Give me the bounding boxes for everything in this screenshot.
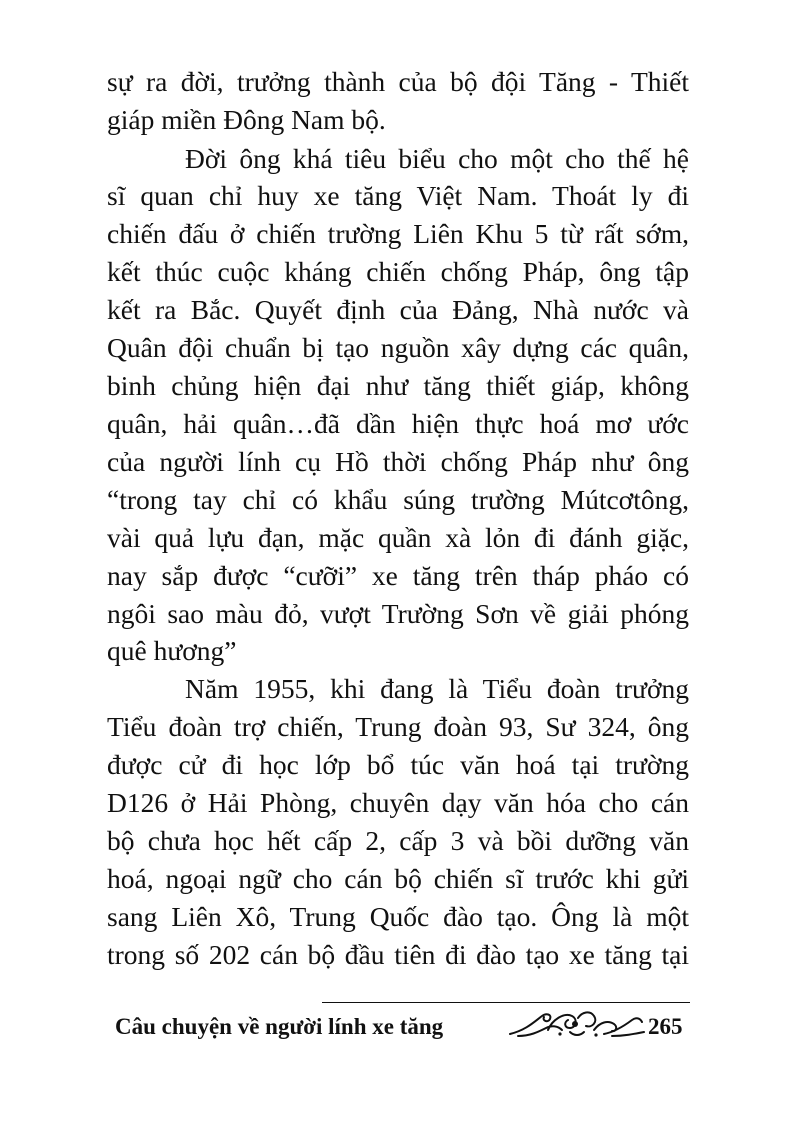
text-line: Tiểu đoàn trợ chiến, Trung đoàn 93, Sư 324, ông (107, 711, 689, 742)
text-line: chiến đấu ở chiến trường Liên Khu 5 từ rất sớm, (107, 218, 689, 249)
text-line: binh chủng hiện đại như tăng thiết giáp, không (107, 370, 689, 401)
text-line: “trong tay chỉ có khẩu súng trường Mútcơtông, (107, 484, 689, 515)
text-line: bộ chưa học hết cấp 2, cấp 3 và bồi dưỡng văn (107, 825, 689, 856)
text-line: sang Liên Xô, Trung Quốc đào tạo. Ông là một (107, 901, 689, 932)
text-line: Năm 1955, khi đang là Tiểu đoàn trưởng (185, 673, 689, 704)
text-line: kết ra Bắc. Quyết định của Đảng, Nhà nước và (107, 294, 689, 325)
flourish-ornament-icon (508, 1008, 648, 1042)
text-line: Đời ông khá tiêu biểu cho một cho thế hệ (185, 143, 689, 174)
text-line: quê hương” (107, 635, 237, 666)
text-line: sự ra đời, trưởng thành của bộ đội Tăng - Thiết (107, 66, 689, 97)
text-line: vài quả lựu đạn, mặc quần xà lỏn đi đánh giặc, (107, 522, 689, 553)
text-line: của người lính cụ Hồ thời chống Pháp như ông (107, 446, 689, 477)
text-line: giáp miền Đông Nam bộ. (107, 104, 386, 135)
text-line: trong số 202 cán bộ đầu tiên đi đào tạo xe tăng tại (107, 939, 689, 970)
text-line: sĩ quan chỉ huy xe tăng Việt Nam. Thoát ly đi (107, 180, 689, 211)
page-number: 265 (648, 1014, 683, 1039)
text-line: kết thúc cuộc kháng chiến chống Pháp, ông tập (107, 256, 689, 287)
text-line: nay sắp được “cưỡi” xe tăng trên tháp pháo có (107, 560, 689, 591)
text-line: Quân đội chuẩn bị tạo nguồn xây dựng các quân, (107, 332, 689, 363)
text-line: D126 ở Hải Phòng, chuyên dạy văn hóa cho cán (107, 787, 689, 818)
running-footer-title: Câu chuyện về người lính xe tăng (115, 1014, 444, 1039)
text-line: quân, hải quân…đã dần hiện thực hoá mơ ước (107, 408, 689, 439)
text-line: được cử đi học lớp bổ túc văn hoá tại trường (107, 749, 689, 780)
text-line: hoá, ngoại ngữ cho cán bộ chiến sĩ trước khi gửi (107, 863, 689, 894)
text-line: ngôi sao màu đỏ, vượt Trường Sơn về giải phóng (107, 598, 689, 629)
footer-rule (322, 1002, 690, 1003)
